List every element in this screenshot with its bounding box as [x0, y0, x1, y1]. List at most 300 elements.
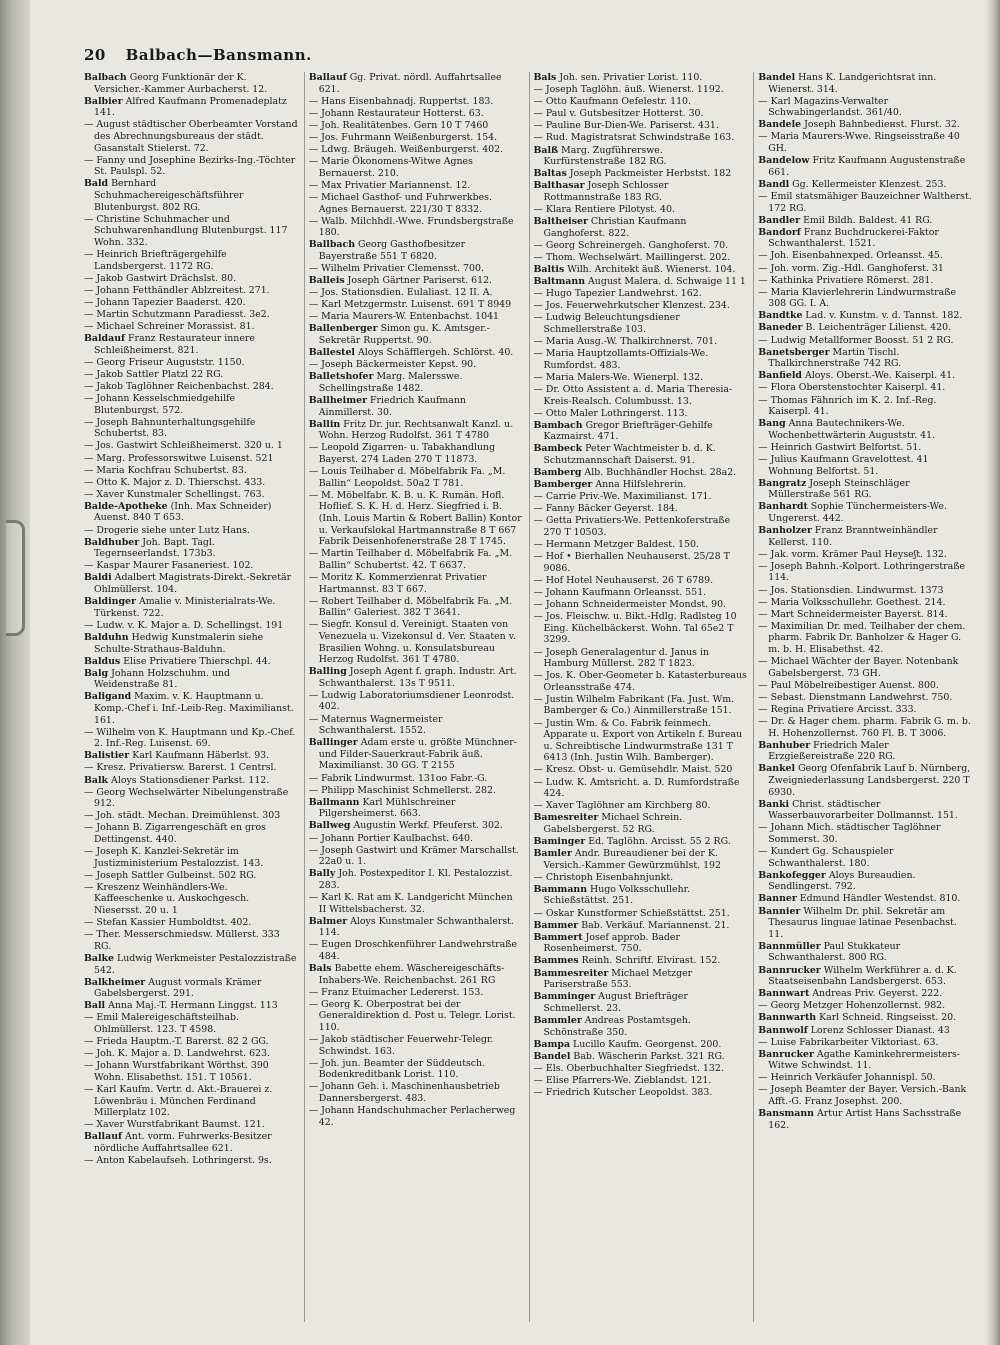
entry-surname: Balling	[308, 666, 347, 678]
entry-details: — Joh. städt. Mechan. Dreimühlenst. 303	[84, 810, 281, 822]
entry-surname: Bammer	[533, 919, 579, 931]
entry-details: — Kreszenz Weinhändlers-We. Kaffeeschenke u. Auskochgesch. Niesersst. 20 u. 1	[84, 881, 250, 917]
entry-details: — Joseph Beamter der Bayer. Versich.-Bank Afft.-G. Franz Josephst. 200.	[758, 1084, 967, 1108]
entry-details: — Jakob Sattler Platzl 22 RG.	[84, 368, 224, 380]
directory-entry	[758, 965, 972, 988]
paper-clip	[6, 520, 25, 636]
book-binding	[0, 0, 30, 1345]
directory-entry	[84, 917, 298, 929]
entry-details: Adalbert Magistrats-Direkt.-Sekretär Ohlmüllerst. 104.	[94, 572, 292, 596]
entry-details: — Regina Privatiere Arcisst. 333.	[758, 703, 917, 715]
directory-entry	[758, 692, 972, 704]
entry-details: — Maximilian Dr. med. Teilhaber der chem. pharm. Fabrik Dr. Banholzer & Hager G. m. b. H. Elisabethst. 42.	[758, 620, 966, 655]
entry-details: — Justin Wilhelm Fabrikant (Fa. Just. Wm. Bamberger & Co.) Ainmillerstraße 151.	[533, 693, 735, 717]
entry-details: Christ. städtischer Wasserbauvorarbeiter Dollmannst. 151.	[768, 798, 958, 822]
directory-entry	[84, 632, 298, 655]
entry-details: — Joseph Bahnunterhaltungsgehilfe Schubertst. 83.	[84, 416, 256, 440]
entry-details: Christian Kaufmann Ganghoferst. 822.	[543, 216, 687, 239]
entry-details: Bab. Verkäuf. Mariannenst. 21.	[581, 919, 730, 931]
directory-entry	[84, 155, 298, 178]
entry-surname: Bammann	[533, 883, 588, 895]
directory-entry	[84, 929, 298, 952]
page-number: 20	[84, 46, 106, 64]
directory-entry	[534, 168, 748, 180]
directory-entry	[534, 408, 748, 420]
directory-entry	[309, 442, 523, 465]
entry-details: — Georg Wechselwärter Nibelungenstraße 912.	[84, 786, 289, 810]
entry-details: — Johann Restaurateur Hotterst. 63.	[308, 107, 484, 119]
directory-entry	[534, 920, 748, 932]
entry-details: — Jos. Fuhrmann Weißenburgerst. 154.	[308, 131, 498, 143]
entry-details: — Pauline Bur-Dien-We. Pariserst. 431.	[533, 120, 719, 132]
entry-details: — Kundert Gg. Schauspieler Schwanthalerst. 180.	[758, 846, 894, 869]
directory-entry	[84, 870, 298, 882]
directory-entry	[758, 442, 972, 454]
directory-entry	[758, 215, 972, 227]
entry-details: Friedrich Kaufmann Ainmillerst. 30.	[318, 395, 466, 418]
entry-surname: Banfield	[758, 370, 802, 382]
entry-details: — Hans Eisenbahnadj. Ruppertst. 183.	[308, 95, 494, 107]
directory-entry	[758, 609, 972, 621]
entry-surname: Bannwarth	[758, 1012, 817, 1024]
entry-details: Joh. Postexpeditor I. Kl. Pestalozzist. 283.	[318, 868, 513, 891]
directory-entry	[309, 987, 523, 999]
entry-details: — Ludw. K. Amtsricht. a. D. Rumfordstraße 424.	[533, 776, 740, 800]
directory-entry	[309, 96, 523, 108]
entry-surname: Banholzer	[758, 525, 812, 537]
entry-details: Georg Funktionär der K. Versicher.-Kammer Aurbacherst. 12.	[94, 72, 268, 95]
entry-surname: Banki	[758, 798, 790, 810]
directory-entry	[534, 312, 748, 335]
entry-surname: Bannmüller	[758, 940, 821, 952]
directory-entry	[309, 820, 523, 832]
entry-surname: Baldhuber	[84, 536, 140, 548]
entry-details: — Moritz K. Kommerzienrat Privatier Hartmannst. 83 T 667.	[308, 571, 487, 595]
directory-entry	[534, 336, 748, 348]
directory-entry	[534, 288, 748, 300]
entry-details: — Jos. K. Ober-Geometer b. Katasterbureaus Orleansstraße 474.	[533, 670, 747, 693]
directory-entry	[758, 1072, 972, 1084]
entry-details: — Otto Maler Lothringerst. 113.	[533, 407, 688, 419]
entry-details: — Walb. Milchhdl.-Wwe. Frundsbergstraße 180.	[308, 215, 514, 239]
entry-details: Agathe Kaminkehrermeisters-Witwe Schwindst. 11.	[768, 1048, 960, 1072]
entry-details: — Michael Wächter der Bayer. Notenbank Gabelsbergerst. 73 GH.	[758, 656, 959, 679]
entry-details: Simon gu. K. Amtsger.-Sekretär Ruppertst. 90.	[318, 323, 490, 347]
entry-surname: Bals	[533, 72, 557, 83]
entry-surname: Bamler	[533, 848, 572, 860]
directory-entry	[758, 227, 972, 250]
entry-details: August vormals Krämer Gabelsbergerst. 291.	[94, 976, 262, 1000]
entry-details: — Heinrich Gastwirt Belfortst. 51.	[758, 441, 922, 453]
directory-entry	[309, 192, 523, 215]
entry-details: Marg. Zugführerswe. Kurfürstenstraße 182 RG.	[543, 144, 667, 168]
directory-entry	[309, 72, 523, 95]
entry-surname: Bansmann	[758, 1108, 814, 1120]
entry-details: — Jakob Gastwirt Drächslst. 80.	[84, 272, 237, 284]
directory-entry	[758, 941, 972, 964]
entry-details: Joh. Bapt. Tagl. Tegernseerlandst. 173b3.	[94, 536, 216, 560]
directory-entry	[309, 999, 523, 1034]
entry-surname: Bamminger	[533, 991, 596, 1003]
entry-surname: Bangratz	[758, 477, 807, 489]
directory-entry	[84, 525, 298, 537]
entry-details: Hans K. Landgerichtsrat inn. Wienerst. 314.	[768, 72, 937, 95]
directory-entry	[534, 180, 748, 203]
entry-details: — Dr. Otto Assistent a. d. Maria Theresia-Kreis-Realsch. Columbusst. 13.	[533, 383, 733, 407]
entry-surname: Bankofegger	[758, 869, 826, 881]
directory-entry	[534, 611, 748, 646]
directory-entry	[534, 132, 748, 144]
entry-surname: Balduhn	[84, 631, 129, 643]
directory-entry	[534, 300, 748, 312]
entry-details: Franz Branntweinhändler Kellerst. 110.	[768, 525, 938, 548]
entry-details: Franz Restaurateur innere Schleißheimerst. 821.	[94, 333, 255, 356]
directory-entry	[758, 191, 972, 214]
entry-details: Joh. sen. Privatier Lorist. 110.	[559, 72, 703, 83]
entry-details: — Els. Oberbuchhalter Siegfriedst. 132.	[533, 1062, 724, 1074]
directory-entry	[534, 145, 748, 168]
entry-details: — Anton Kabelaufseh. Lothringerst. 9s.	[84, 1155, 272, 1167]
entry-details: — Jakob Taglöhner Reichenbachst. 284.	[84, 380, 274, 392]
entry-details: — Maria Ausg.-W. Thalkirchnerst. 701.	[533, 336, 718, 348]
entry-details: Lorenz Schlosser Dianast. 43	[810, 1024, 950, 1036]
entry-details: Wilhelm Werkführer a. d. K. Staatseisenbahn Landsbergerst. 653.	[768, 964, 957, 988]
directory-entry	[534, 968, 748, 991]
entry-details: — Michael Schreiner Morassist. 81.	[84, 320, 255, 332]
entry-surname: Balletshofer	[308, 371, 374, 383]
directory-entry	[758, 454, 972, 477]
entry-details: — Joseph Sattler Gulbeinst. 502 RG.	[84, 869, 257, 881]
directory-column-2	[304, 72, 523, 1322]
directory-entry	[309, 737, 523, 772]
directory-entry	[758, 656, 972, 679]
directory-entry	[84, 321, 298, 333]
entry-surname: Baldinger	[84, 596, 136, 608]
entry-details: — August städtischer Oberbeamter Vorstand des Abrechnungsbureaus der städt. Gasanstalt Stielerst. 72.	[84, 119, 298, 154]
entry-details: Bab. Wäscherin Parkst. 321 RG.	[573, 1050, 725, 1062]
entry-details: Elise Privatiere Thierschpl. 44.	[123, 655, 271, 667]
entry-surname: Balleis	[308, 275, 345, 287]
entry-details: — Joh. Eisenbahnexped. Orleansst. 45.	[758, 250, 943, 262]
entry-details: Alb. Buchhändler Hochst. 28a2.	[584, 467, 737, 479]
directory-entry	[84, 501, 298, 524]
directory-entry	[758, 179, 972, 191]
entry-details: Franz Buchdruckerei-Faktor Schwanthalerst. 1521.	[768, 226, 939, 250]
entry-details: — Ludw. v. K. Major a. D. Schellingst. 191	[84, 619, 284, 631]
directory-entry	[84, 357, 298, 369]
directory-entry	[534, 84, 748, 96]
entry-details: — Louis Teilhaber d. Möbelfabrik Fa. „M. Ballin“ Leopoldst. 50a2 T 781.	[308, 466, 506, 489]
directory-entry	[309, 773, 523, 785]
entry-details: Aloys Bureaudien. Sendlingerst. 792.	[768, 869, 916, 893]
directory-entry	[534, 812, 748, 835]
directory-entry	[309, 1081, 523, 1104]
entry-details: Georg Ofenfabrik Lauf b. Nürnberg, Zweigniederlassung Landsbergerst. 220 T 6930.	[768, 763, 971, 798]
entry-details: Joseph Bahnbediенst. Flurst. 32.	[804, 119, 960, 131]
entry-details: — Jos. Feuerwehrkutscher Klenzest. 234.	[533, 300, 730, 312]
directory-entry	[84, 214, 298, 249]
directory-entry	[758, 740, 972, 763]
entry-details: Michael Schrein. Gabelsbergerst. 52 RG.	[543, 812, 683, 835]
directory-entry	[758, 988, 972, 1000]
entry-details: Ed. Taglöhn. Arcisst. 55 2 RG.	[588, 836, 731, 847]
entry-details: — Oskar Kunstformer Schießstättst. 251.	[533, 907, 730, 919]
entry-details: (Inh. Max Schneider) Auenst. 840 T 653.	[94, 500, 272, 524]
entry-details: — Hof Hotel Neuhauserst. 26 T 6789.	[533, 574, 714, 586]
entry-details: — Hugo Tapezier Landwehrst. 162.	[533, 288, 702, 300]
entry-surname: Banhuber	[758, 739, 811, 751]
directory-entry	[84, 822, 298, 845]
entry-surname: Balke	[84, 952, 115, 964]
directory-entry	[84, 537, 298, 560]
directory-entry	[534, 764, 748, 776]
entry-surname: Balbier	[84, 95, 123, 107]
directory-entry	[534, 1063, 748, 1075]
entry-surname: Balistier	[84, 750, 130, 762]
entry-surname: Ballmann	[308, 796, 360, 808]
entry-details: Anna Bautechnikers-We. Wochenbettwärterin Auguststr. 41.	[768, 418, 936, 441]
directory-entry	[758, 1049, 972, 1072]
directory-entry	[309, 797, 523, 820]
entry-details: Maxim. v. K. Hauptmann u. Komp.-Chef i. Inf.-Leib-Reg. Maximilianst. 161.	[94, 691, 294, 726]
directory-entry	[758, 704, 972, 716]
entry-details: — Rud. Magistratsrat Schwindstraße 163.	[533, 132, 735, 144]
directory-entry	[758, 335, 972, 347]
entry-details: Aloys. Oberst.-We. Kaiserpl. 41.	[804, 370, 956, 382]
entry-details: Adam erste u. größte Münchner- und Filder-Sauerkraut-Fabrik äuß. Maximilianst. 30 GG. T 2155	[318, 737, 517, 772]
entry-surname: Bammler	[533, 1014, 582, 1026]
entry-details: — Franz Etuimacher Ledererst. 153.	[308, 986, 484, 998]
entry-details: — Xaver Taglöhner am Kirchberg 80.	[533, 800, 711, 812]
entry-surname: Balthasar	[533, 180, 585, 192]
entry-surname: Baldauf	[84, 333, 126, 345]
entry-details: Johann Holzschuhm. und Weidenstraße 81.	[94, 667, 231, 691]
entry-details: — Georg Metzger Hohenzollernst. 982.	[758, 1000, 946, 1012]
directory-entry	[84, 846, 298, 869]
entry-details: — Otto K. Major z. D. Thierschst. 433.	[84, 476, 266, 488]
entry-details: — Max Privatier Mariannenst. 12.	[308, 179, 471, 191]
entry-details: Andreas Priv. Geyerst. 222.	[812, 988, 943, 1000]
directory-entry	[534, 955, 748, 967]
entry-details: Ant. vorm. Fuhrwerks-Besitzer nördliche Auffahrtsallee 621.	[94, 1131, 272, 1154]
entry-surname: Banetsberger	[758, 346, 830, 358]
directory-entry	[84, 810, 298, 822]
directory-entry	[309, 371, 523, 394]
directory-entry	[309, 1105, 523, 1128]
entry-surname: Baneder	[758, 322, 803, 334]
directory-entry	[84, 727, 298, 750]
entry-details: — Siegfr. Konsul d. Vereinigt. Staaten von Venezuela u. Vizekonsul d. Ver. Staaten v. Brasilien Wohng. u. Konsulatsbureau Herzog Rudolfst. 361 T 4780.	[308, 619, 516, 666]
directory-entry	[309, 714, 523, 737]
directory-entry	[534, 443, 748, 466]
directory-entry	[309, 347, 523, 359]
entry-surname: Bandel	[533, 1050, 571, 1062]
directory-entry	[84, 119, 298, 154]
entry-details: — Joseph Gastwirt und Krämer Marschallst. 22a0 u. 1.	[308, 844, 519, 868]
entry-surname: Balg	[84, 667, 109, 679]
directory-entry	[534, 96, 748, 108]
directory-entry	[758, 621, 972, 656]
entry-details: — Ludwig Beleuchtungsdiener Schmellerstraße 103.	[533, 312, 680, 335]
entry-surname: Baltheiser	[533, 216, 588, 228]
directory-entry	[534, 991, 748, 1014]
directory-entry	[84, 560, 298, 572]
directory-entry	[309, 690, 523, 713]
entry-details: August Briefträger Schmellerst. 23.	[543, 991, 688, 1014]
entry-details: — Heinrich Briefträgergehilfe Landsbergerst. 1172 RG.	[84, 248, 227, 272]
directory-entry	[84, 249, 298, 272]
directory-entry	[534, 276, 748, 288]
directory-entry	[534, 908, 748, 920]
directory-entry	[534, 120, 748, 132]
entry-details: Karl Schneid. Ringseisst. 20.	[819, 1012, 957, 1024]
directory-entry	[534, 420, 748, 443]
directory-entry	[758, 680, 972, 692]
entry-details: — Stefan Kassier Humboldtst. 402.	[84, 917, 252, 929]
entry-surname: Ballinger	[308, 737, 358, 749]
directory-entry	[84, 369, 298, 381]
directory-entry	[84, 285, 298, 297]
entry-details: — Kathinka Privatiere Römerst. 281.	[758, 274, 934, 286]
directory-entry	[758, 250, 972, 262]
directory-entry	[534, 264, 748, 276]
directory-entry	[534, 1051, 748, 1063]
entry-details: Sophie Tünchermeisters-We. Ungererst. 442.	[768, 501, 947, 524]
entry-details: — Klara Rentiere Pilotyst. 40.	[533, 204, 675, 216]
directory-entry	[758, 1084, 972, 1107]
entry-details: — Maria Hauptzollamts-Offizials-We. Rumfordst. 483.	[533, 348, 709, 371]
directory-columns	[84, 72, 972, 1322]
directory-entry	[534, 72, 748, 84]
entry-surname: Bamesreiter	[533, 812, 599, 824]
entry-details: — Maria Kochfrau Schubertst. 83.	[84, 464, 247, 476]
entry-surname: Bampa	[533, 1038, 571, 1050]
entry-details: Joseph Packmeister Herbstst. 182	[569, 168, 732, 180]
entry-details: Gg. Privat. nördl. Auffahrtsallee 621.	[318, 72, 502, 95]
entry-details: — Frieda Hauptm.-T. Barerst. 82 2 GG.	[84, 1036, 269, 1048]
entry-surname: Bambach	[533, 419, 583, 431]
directory-entry	[758, 478, 972, 501]
directory-entry	[84, 977, 298, 1000]
entry-details: Joseph Gärtner Pariserst. 612.	[347, 275, 493, 287]
entry-surname: Bandel	[758, 72, 796, 83]
directory-entry	[84, 656, 298, 668]
directory-entry	[309, 299, 523, 311]
entry-details: — Kaspar Maurer Fasaneriest. 102.	[84, 560, 254, 572]
directory-entry	[758, 418, 972, 441]
entry-surname: Bammesreiter	[533, 967, 609, 979]
directory-entry	[84, 1131, 298, 1154]
entry-surname: Bang	[758, 418, 786, 430]
directory-entry	[534, 479, 748, 491]
entry-details: Michael Metzger Pariserstraße 553.	[543, 967, 693, 991]
directory-entry	[758, 906, 972, 941]
directory-entry	[84, 453, 298, 465]
directory-entry	[309, 868, 523, 891]
entry-details: — Joseph Generalagentur d. Janus in Hamburg Müllerst. 282 T 1823.	[533, 646, 709, 670]
entry-details: Babette ehem. Wäschereigeschäfts-Inhabers-We. Reichenbachst. 261 RG	[318, 963, 505, 986]
entry-surname: Balde-Apotheke	[84, 500, 168, 512]
directory-entry	[758, 893, 972, 905]
directory-entry	[758, 287, 972, 310]
entry-surname: Ballestel	[308, 347, 355, 359]
entry-details: — Karl Kaufm. Vertr. d. Akt.-Brauerei z. Löwenbräu i. München Ferdinand Millerplatz 102.	[84, 1083, 273, 1119]
entry-details: — Martin Schutzmann Paradiesst. 3e2.	[84, 308, 270, 320]
entry-details: Edmund Händler Westendst. 810.	[799, 893, 961, 905]
entry-details: — Johann Kesselschmiedgehilfe Blutenburgst. 572.	[84, 393, 236, 416]
directory-entry	[309, 216, 523, 239]
directory-entry	[84, 691, 298, 726]
directory-entry	[534, 348, 748, 371]
entry-details: — Kresz. Obst- u. Gemüsehdlr. Maist. 520	[533, 764, 733, 776]
entry-surname: Baltis	[533, 264, 565, 275]
page-edge	[986, 0, 1000, 1345]
directory-entry	[309, 275, 523, 287]
entry-details: — Johann Handschuhmacher Perlacherweg 42.	[308, 1105, 516, 1128]
directory-entry	[758, 322, 972, 334]
entry-details: — Ludwig Metallformer Boosst. 51 2 RG.	[758, 334, 954, 346]
entry-details: — Justin Wm. & Co. Fabrik feinmech. Apparate u. Export von Artikeln f. Bureau u. Schreibtische Lindwurmstraße 131 T 6413 (Inh. Justin Wilh. Bamberger).	[533, 717, 743, 764]
directory-entry	[84, 297, 298, 309]
entry-details: Wilhelm Dr. phil. Sekretär am Thesaurus linguae latinae Pesenbachst. 11.	[768, 905, 957, 940]
directory-entry	[758, 72, 972, 95]
entry-details: — Kresz. Privatiersw. Barerst. 1 Centrsl.	[84, 762, 277, 774]
entry-surname: Bammes	[533, 955, 579, 967]
directory-entry	[309, 395, 523, 418]
directory-entry	[84, 178, 298, 213]
directory-entry	[758, 1037, 972, 1049]
entry-surname: Bamberg	[533, 467, 582, 479]
directory-entry	[309, 785, 523, 797]
entry-details: — Friedrich Kutscher Leopoldst. 383.	[533, 1086, 713, 1098]
entry-details: Josef approb. Bader Rosenheimerst. 750.	[543, 931, 680, 955]
entry-details: — Joseph K. Kanzlei-Sekretär im Justizministerium Pestalozzist. 143.	[84, 846, 264, 869]
entry-details: — Wilhelm von K. Hauptmann und Kp.-Chef. 2. Inf.-Reg. Luisenst. 69.	[84, 726, 296, 750]
entry-details: Peter Wachtmeister b. d. K. Schutzmannschaft Daiserst. 91.	[543, 443, 716, 466]
directory-entry	[309, 144, 523, 156]
entry-details: — Johann Tapezier Baaderst. 420.	[84, 296, 246, 308]
directory-entry	[758, 310, 972, 322]
directory-entry	[758, 1025, 972, 1037]
directory-entry	[758, 525, 972, 548]
directory-entry	[758, 799, 972, 822]
entry-details: — Fabrik Lindwurmst. 131oo Fabr.-G.	[308, 772, 488, 784]
directory-entry	[84, 440, 298, 452]
entry-surname: Ballauf	[308, 72, 347, 83]
entry-details: — Maria Klavierlehrerin Lindwurmstraße 308 GG. I. A.	[758, 286, 957, 310]
directory-entry	[309, 963, 523, 986]
entry-surname: Bandorf	[758, 226, 801, 238]
entry-details: B. Leichenträger Lilienst. 420.	[805, 322, 952, 334]
entry-details: — Emil Malereigeschäftsteilhab. Ohlmüllerst. 123. T 4598.	[84, 1012, 240, 1035]
entry-details: Friedrich Maler Erzgießereistraße 220 RG.	[768, 739, 896, 763]
directory-entry	[758, 716, 972, 739]
entry-details: — Jakob städtischer Feuerwehr-Telegr. Schwindst. 163.	[308, 1034, 494, 1057]
entry-details: Lad. v. Kunstm. v. d. Tannst. 182.	[805, 310, 963, 322]
directory-entry	[534, 252, 748, 264]
directory-entry	[758, 1108, 972, 1131]
entry-details: — Ludwig Laboratoriumsdiener Leonrodst. 402.	[308, 689, 515, 713]
directory-column-3	[529, 72, 748, 1322]
entry-surname: Bald	[84, 178, 109, 190]
directory-entry	[309, 572, 523, 595]
directory-entry	[534, 1039, 748, 1051]
directory-entry	[758, 870, 972, 893]
directory-entry	[84, 750, 298, 762]
directory-entry	[84, 572, 298, 595]
entry-details: Fritz Kaufmann Augustenstraße 661.	[768, 155, 966, 178]
entry-details: — Georg Schreinergeh. Ganghoferst. 70.	[533, 239, 729, 251]
